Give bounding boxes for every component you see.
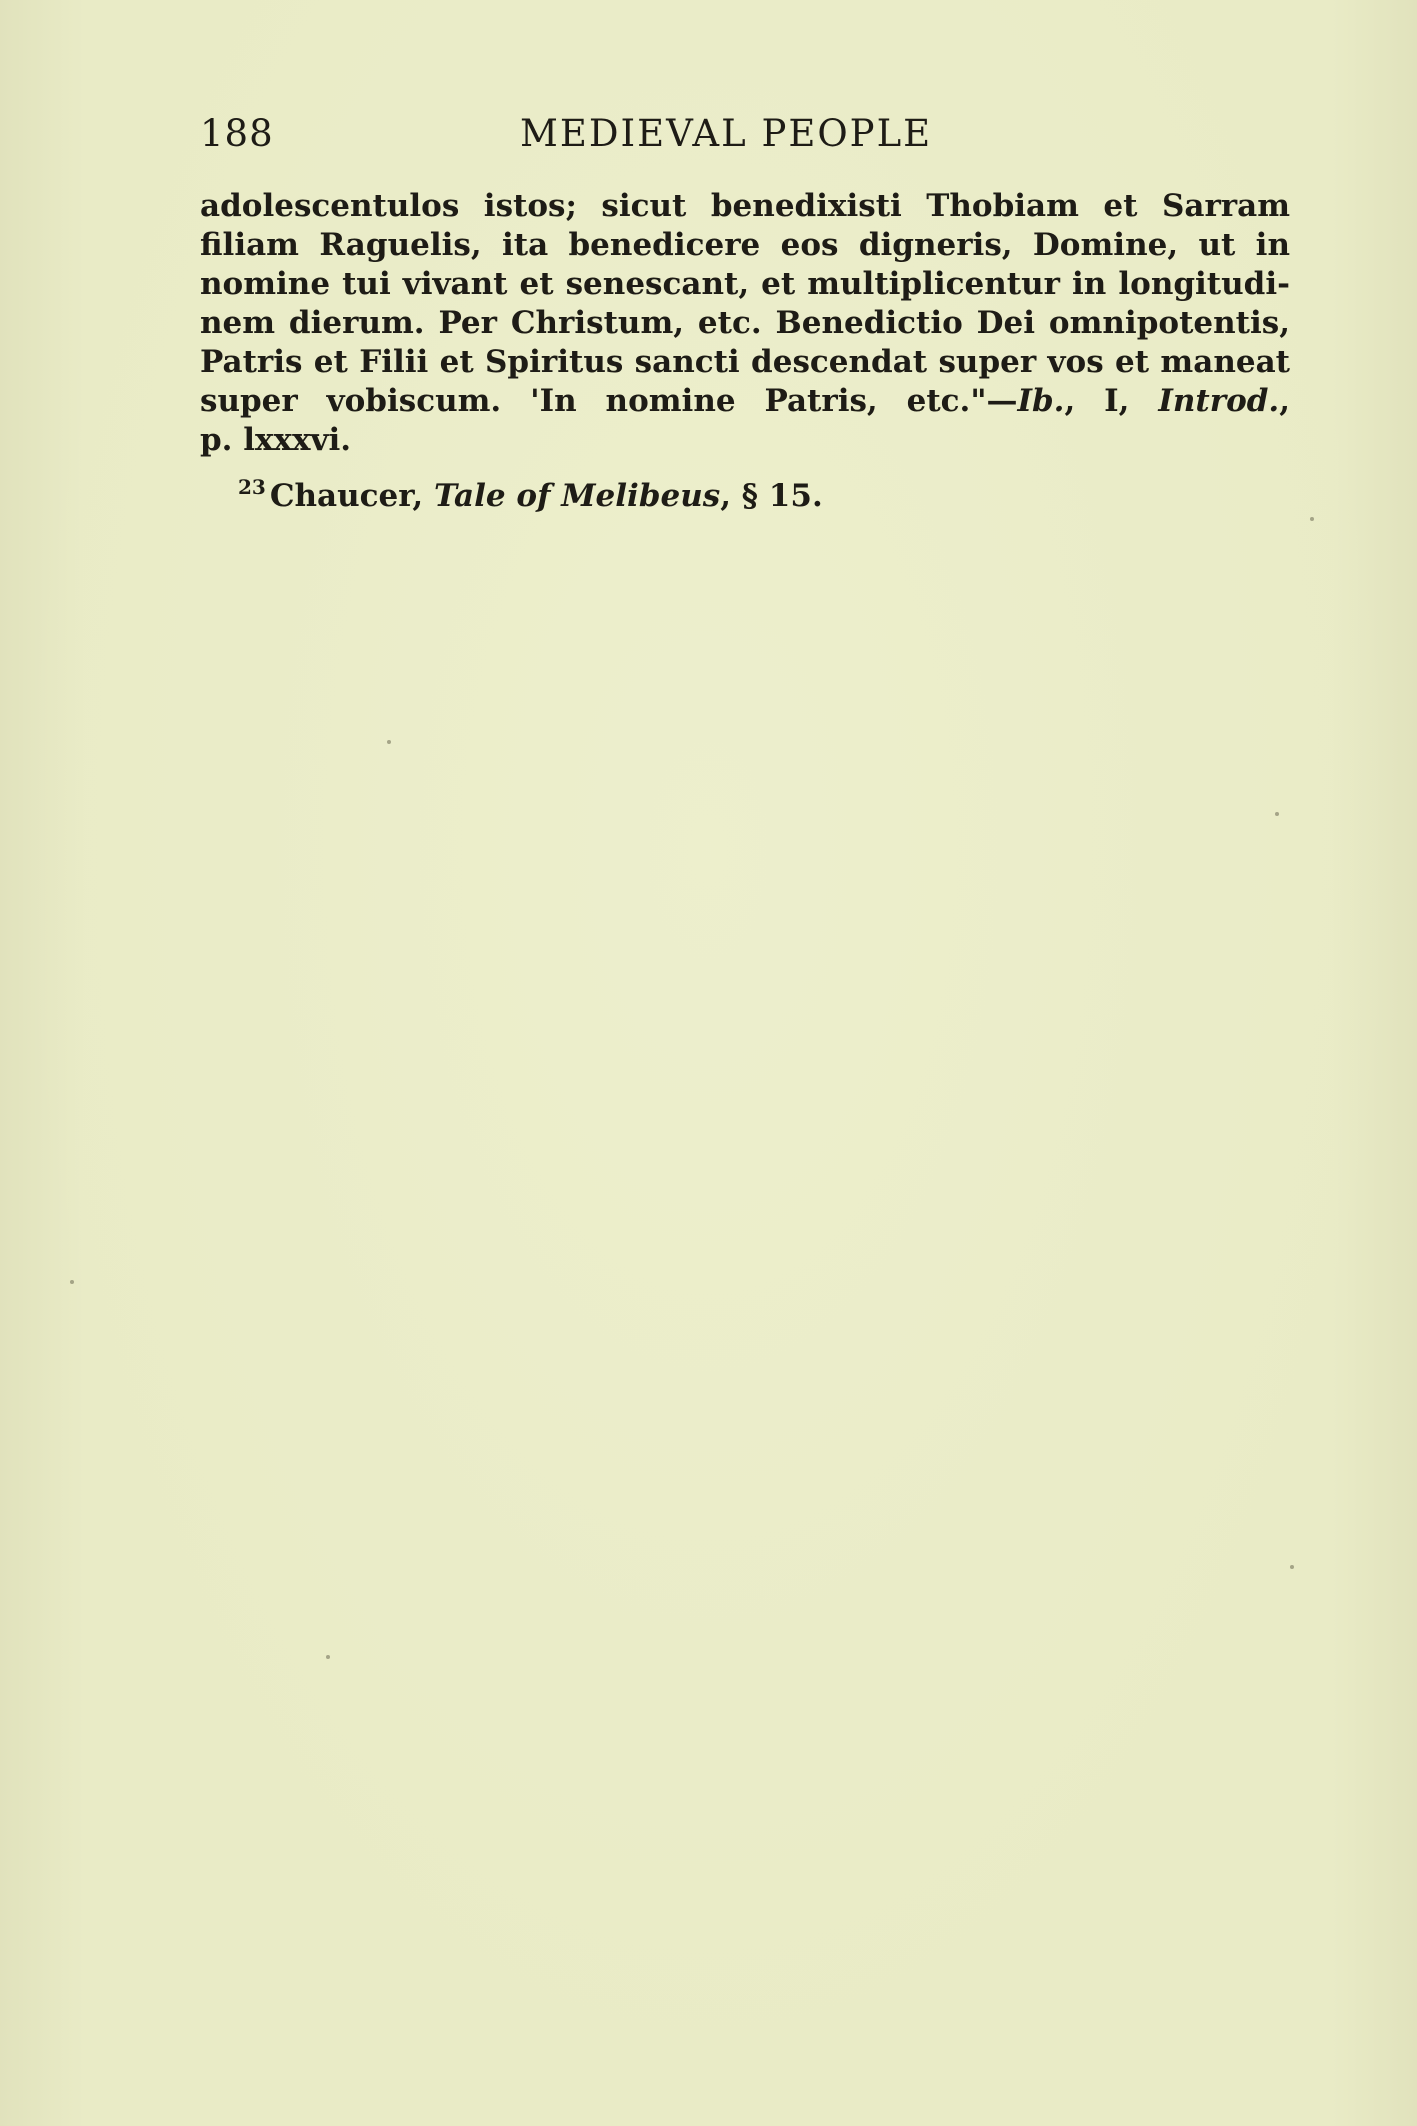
text-line-3: nomine tui vivant et senescant, et multiplicentur in longitudi- [200,266,1290,302]
text-line-4: nem dierum. Per Christum, etc. Benedictio Dei omnipotentis, [200,305,1290,341]
text-line-1: adolescentulos istos; sicut benedixisti Thobiam et Sarram [200,188,1290,224]
footnote-work-title: Tale of Melibeus [433,478,721,514]
page-number: 188 [200,112,274,155]
introd-abbrev: Introd. [1158,383,1280,419]
text-line-6-part-c: , I, [1064,383,1159,419]
footnote-text-block [200,187,1290,516]
text-line-6 [200,382,1290,421]
paper-speck [326,1655,330,1659]
running-title: MEDIEVAL PEOPLE [520,112,933,155]
footnote-marker: 23 [238,475,266,499]
paper-speck [1310,517,1314,521]
text-line-6-part-a: super vobiscum. 'In nomine Patris, etc."— [200,383,1018,419]
footnote-reference: , § 15. [720,478,823,514]
text-line-7: p. lxxxvi. [200,422,352,458]
paper-speck [1290,1565,1294,1569]
paper-speck [387,740,391,744]
text-line-6-part-e: , [1279,383,1291,419]
paper-speck [1275,812,1279,816]
paper-speck [70,1280,74,1284]
text-line-5: Patris et Filii et Spiritus sancti descendat super vos et maneat [200,344,1290,380]
text-line-2: filiam Raguelis, ita benedicere eos digneris, Domine, ut in [200,227,1290,263]
ibid-abbrev: Ib. [1017,383,1065,419]
footnote-23 [200,468,1290,516]
running-head [200,112,1290,172]
footnote-author: Chaucer, [269,478,434,514]
